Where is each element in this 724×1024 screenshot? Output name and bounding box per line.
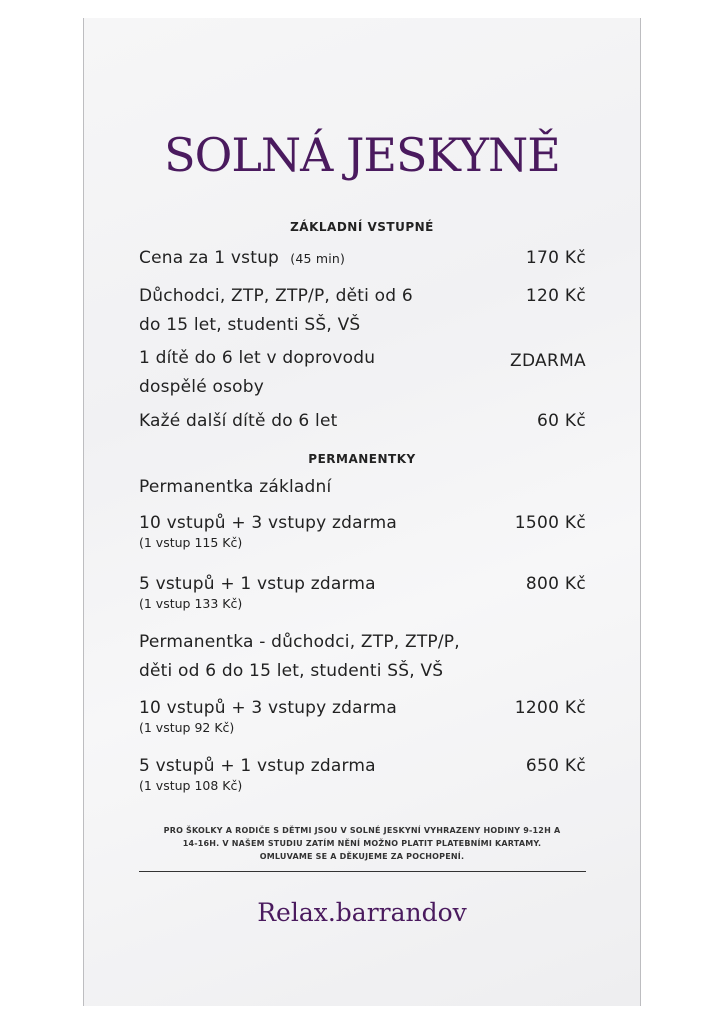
- row-label-line2: dospělé osoby: [139, 377, 264, 397]
- price-row-reduced: [139, 282, 586, 340]
- pass-row-reduced-5: [139, 752, 586, 795]
- row-duration: (45 min): [290, 251, 346, 266]
- section-heading-basic: ZÁKLADNÍ VSTUPNÉ: [290, 220, 434, 234]
- row-label-line1: Důchodci, ZTP, ZTP/P, děti od 6: [139, 286, 413, 306]
- price-row-single-entry: [139, 244, 586, 273]
- pass-group-title-reduced: [139, 628, 586, 686]
- row-unit-price: (1 vstup 133 Kč): [139, 596, 243, 611]
- info-note-line2: 14-16H. V NAŠEM STUDIU ZATÍM NĚNÍ MOŽNO PLATIT PLATEBNÍMI KARTAMY.: [182, 839, 542, 848]
- price-row-child-free: [139, 344, 586, 402]
- row-label: 10 vstupů + 3 vstupy zdarma: [139, 698, 398, 718]
- row-price: 1500 Kč: [514, 513, 586, 533]
- row-unit-price: (1 vstup 92 Kč): [139, 720, 235, 735]
- group-title: Permanentka základní: [139, 477, 332, 497]
- row-label-line2: do 15 let, studenti SŠ, VŠ: [139, 315, 361, 335]
- row-price: 650 Kč: [525, 756, 586, 776]
- row-price: 60 Kč: [536, 411, 586, 431]
- page-title: SOLNÁ JESKYNĚ: [164, 128, 560, 182]
- row-label: Kažé další dítě do 6 let: [139, 411, 338, 431]
- divider: [139, 871, 586, 872]
- row-label-line1: 1 dítě do 6 let v doprovodu: [139, 348, 376, 368]
- row-label: Cena za 1 vstup: [139, 248, 280, 268]
- pass-group-title-basic: [139, 473, 586, 502]
- row-unit-price: (1 vstup 108 Kč): [139, 778, 243, 793]
- pass-row-basic-5: [139, 570, 586, 613]
- info-note-line1: PRO ŠKOLKY A RODIČE S DĚTMI JSOU V SOLNÉ JESKYNÍ VYHRAZENY HODINY 9-12H A: [163, 826, 561, 835]
- pass-row-basic-10: [139, 509, 586, 552]
- row-price: 120 Kč: [525, 286, 586, 306]
- brand-name: Relax.barrandov: [257, 898, 467, 927]
- group-title-line2: děti od 6 do 15 let, studenti SŠ, VŠ: [139, 661, 444, 681]
- price-row-extra-child: [139, 407, 586, 436]
- section-heading-passes: PERMANENTKY: [308, 452, 416, 466]
- info-note: [150, 824, 574, 863]
- row-label: 5 vstupů + 1 vstup zdarma: [139, 574, 376, 594]
- row-price: ZDARMA: [510, 351, 586, 371]
- row-unit-price: (1 vstup 115 Kč): [139, 535, 243, 550]
- group-title-line1: Permanentka - důchodci, ZTP, ZTP/P,: [139, 632, 460, 652]
- info-note-line3: OMLUVAME SE A DĚKUJEME ZA POCHOPENÍ.: [259, 852, 465, 861]
- row-price: 170 Kč: [525, 248, 586, 268]
- pass-row-reduced-10: [139, 694, 586, 737]
- row-price: 1200 Kč: [514, 698, 586, 718]
- row-price: 800 Kč: [525, 574, 586, 594]
- row-label: 5 vstupů + 1 vstup zdarma: [139, 756, 376, 776]
- row-label: 10 vstupů + 3 vstupy zdarma: [139, 513, 398, 533]
